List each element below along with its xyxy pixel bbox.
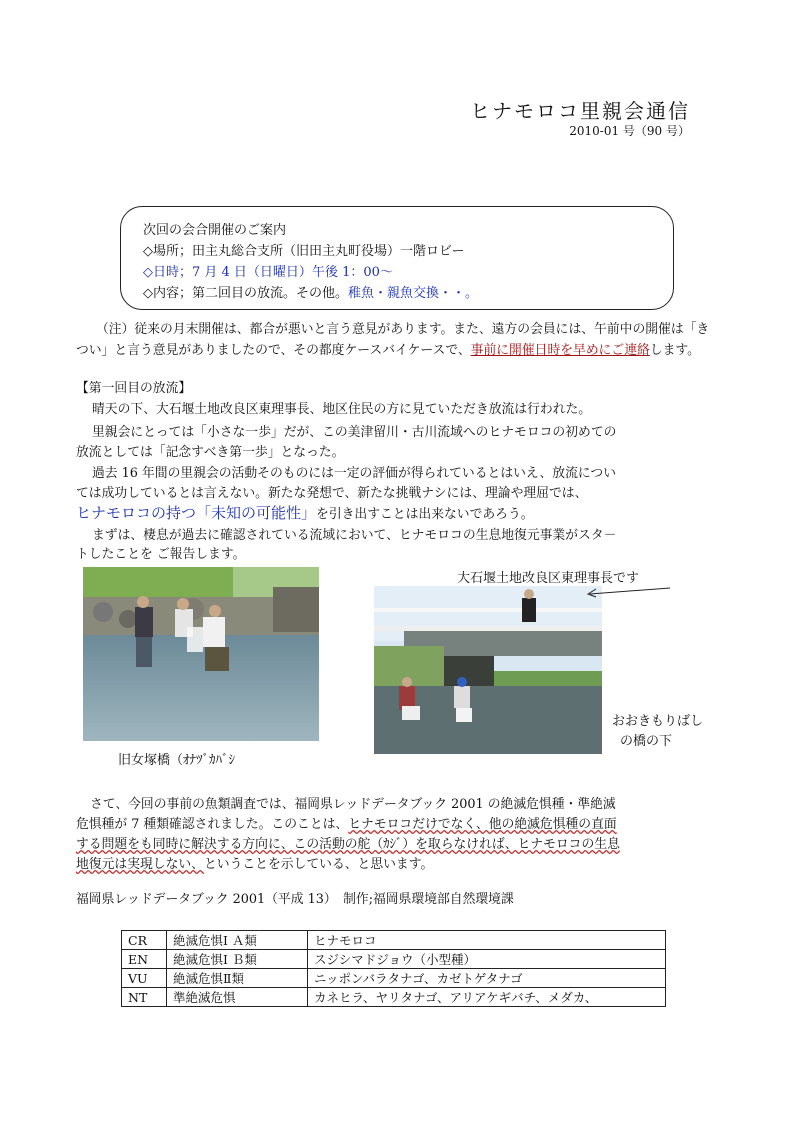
emphasis-text: ヒナモロコだけでなく、他の絶滅危惧種の直面 [348, 817, 617, 832]
note-line-2 [76, 342, 700, 360]
pointer-arrow-icon [582, 584, 672, 598]
note-text: つい」と言う意見がありましたので、その都度ケースバイケースで、 [76, 343, 471, 358]
paragraph-line: 晴天の下、大石堰土地改良区東理事長、地区住民の方に見ていただき放流は行われた。 [92, 402, 592, 417]
unknown-potential-phrase: ヒナモロコの持つ「未知の可能性」 [76, 504, 317, 522]
paragraph-text: を引き出すことは出来ないであろう。 [316, 507, 534, 522]
right-photo-caption: 大石堰土地改良区東理事長です [457, 571, 640, 586]
notice-content-text: ◇内容；第二回目の放流。その他。 [143, 286, 348, 301]
notice-content-highlight: 稚魚・親魚交換・・。 [348, 286, 479, 301]
category-code: CR [122, 931, 167, 950]
table-row [122, 969, 666, 988]
emphasis-line: する問題をも同時に解決する方向に、この活動の舵（ｶｼﾞ）を取らなければ、ヒナモロコの生息 [76, 837, 620, 852]
paragraph-line [76, 856, 433, 874]
category-code: NT [122, 988, 167, 1007]
paragraph-line: 過去 16 年間の里親会の活動そのものには一定の評価が得られているとはいえ、放流につい [92, 466, 617, 481]
paragraph-line: ては成功しているとは言えない。新たな発想で、新たな挑戦ナシには、理論や理屈では、 [76, 486, 588, 501]
meeting-notice-box [120, 206, 674, 310]
paragraph-line [76, 816, 617, 834]
paragraph-text: ということを示している、と思います。 [203, 857, 434, 872]
red-data-book-table [121, 930, 666, 1007]
issue-number: 2010-01 号（90 号） [569, 124, 690, 138]
newsletter-title: ヒナモロコ里親会通信 [470, 99, 690, 123]
notice-content [143, 282, 478, 301]
category-name: 絶滅危惧Ⅰ Ａ類 [167, 931, 308, 950]
paragraph-line: さて、今回の事前の魚類調査では、福岡県レッドデータブック 2001 の絶滅危惧種・準絶滅 [90, 797, 616, 812]
bridge-caption-1: おおきもりばし [612, 714, 704, 729]
paragraph-line: トしたことを ご報告します。 [76, 547, 246, 562]
paragraph-line [76, 504, 534, 524]
species-list: ニッポンバラタナゴ、カゼトゲタナゴ [308, 969, 666, 988]
note-text-end: します。 [649, 343, 700, 358]
category-code: EN [122, 950, 167, 969]
paragraph-text: 危惧種が 7 種類確認されました。このことは、 [76, 817, 349, 832]
species-list: ヒナモロコ [308, 931, 666, 950]
paragraph-line: 里親会にとっては「小さな一歩」だが、この美津留川・古川流域へのヒナモロコの初めての [92, 425, 617, 440]
category-name: 絶滅危惧Ⅱ類 [167, 969, 308, 988]
table-row [122, 988, 666, 1007]
section-heading: 【第一回目の放流】 [76, 381, 192, 396]
notice-place: ◇場所；田主丸総合支所（旧田主丸町役場）一階ロビー [143, 244, 465, 259]
table-row [122, 931, 666, 950]
species-list: スジシマドジョウ（小型種） [308, 950, 666, 969]
notice-heading: 次回の会合開催のご案内 [143, 223, 287, 238]
paragraph-line: 放流としては「記念すべき第一歩」となった。 [76, 445, 345, 460]
notice-datetime: ◇日時；7 月 4 日（日曜日）午後 1：00～ [143, 265, 393, 280]
paragraph-line: まずは、棲息が過去に確認されている流域において、ヒナモロコの生息地復元事業がスタ－ [92, 528, 617, 543]
category-code: VU [122, 969, 167, 988]
release-photo-left [83, 567, 319, 741]
note-line-1: （注）従来の月末開催は、都合が悪いと言う意見があります。また、遠方の会員には、午前中の開催は「き [96, 322, 710, 337]
category-name: 絶滅危惧Ⅰ Ｂ類 [167, 950, 308, 969]
release-photo-right [374, 586, 602, 754]
bridge-caption-2: の橋の下 [620, 734, 673, 749]
red-data-book-caption: 福岡県レッドデータブック 2001（平成 13） 制作;福岡県環境部自然環境課 [76, 892, 514, 907]
left-photo-caption: 旧女塚橋（ｵﾅﾂﾞｶﾊﾞｼ [118, 753, 236, 768]
category-name: 準絶滅危惧 [167, 988, 308, 1007]
table-row [122, 950, 666, 969]
note-contact-link[interactable]: 事前に開催日時を早めにご連絡 [470, 343, 650, 358]
emphasis-text: 地復元は実現しない、 [76, 857, 204, 872]
species-list: カネヒラ、ヤリタナゴ、アリアケギバチ、メダカ、 [308, 988, 666, 1007]
